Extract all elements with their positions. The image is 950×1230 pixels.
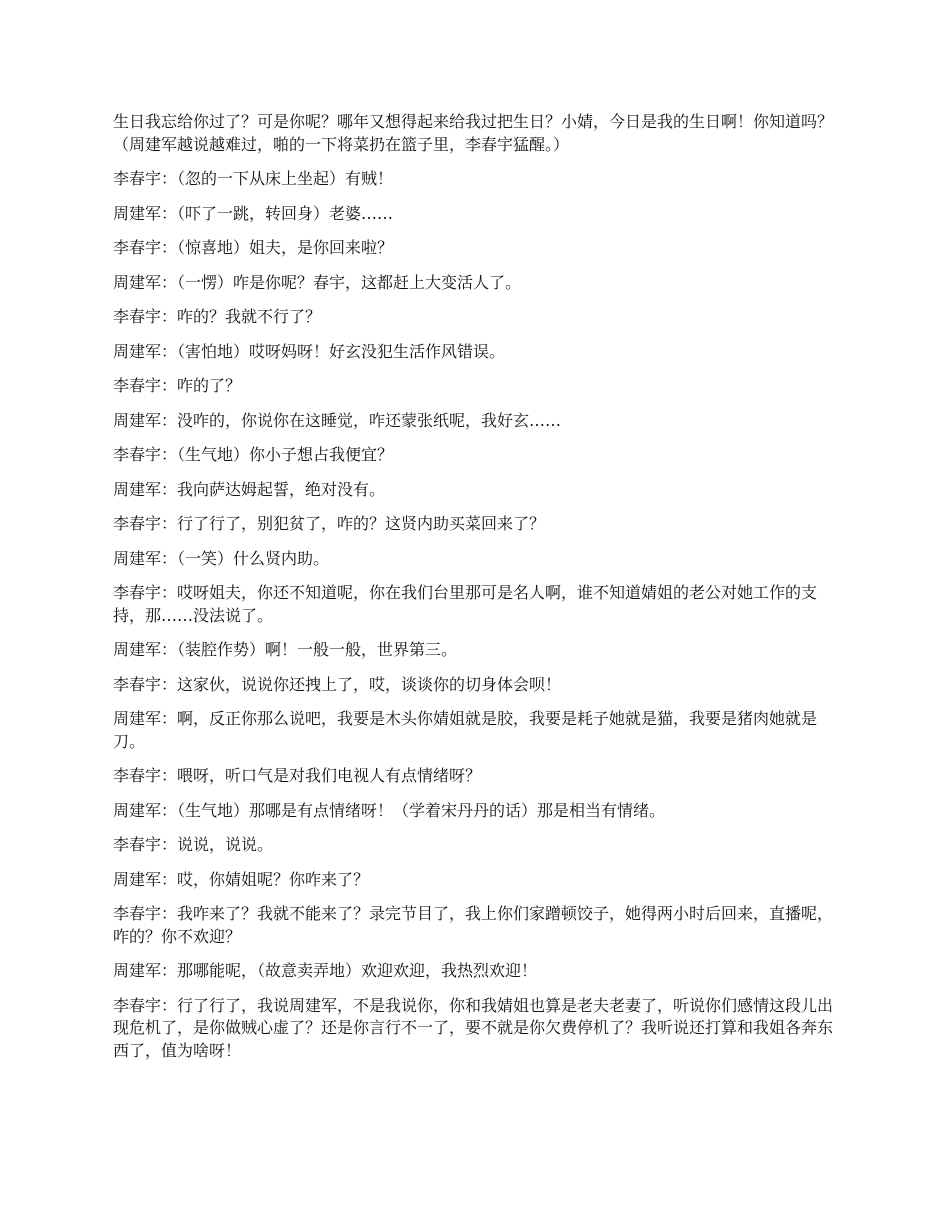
dialogue-line: 李春宇：行了行了，我说周建军，不是我说你，你和我婧姐也算是老夫老妻了，听说你们感情这段儿出现危机了，是你做贼心虚了？还是你言行不一了，要不就是你欠费停机了？我听说还打算和我姐各奔东西了，值为啥呀！ <box>113 995 834 1060</box>
script-dialogue <box>113 111 843 1074</box>
dialogue-line: 李春宇：行了行了，别犯贫了，咋的？这贤内助买菜回来了？ <box>113 514 546 533</box>
dialogue-line: 李春宇：（惊喜地）姐夫，是你回来啦？ <box>113 238 394 257</box>
dialogue-line: 周建军：（一笑）什么贤内助。 <box>113 548 330 568</box>
dialogue-line: 周建军：没咋的，你说你在这睡觉，咋还蒙张纸呢，我好玄…… <box>113 410 562 430</box>
dialogue-line: 李春宇：这家伙，说说你还拽上了，哎，谈谈你的切身体会呗！ <box>113 674 562 694</box>
dialogue-line: 周建军：（装腔作势）啊！一般一般，世界第三。 <box>113 640 458 659</box>
dialogue-line: 李春宇：喂呀，听口气是对我们电视人有点情绪呀？ <box>113 766 482 785</box>
dialogue-line: 周建军：（一愣）咋是你呢？春宇，这都赶上大变活人了。 <box>113 272 522 292</box>
dialogue-line: 李春宇：咋的了？ <box>113 376 242 395</box>
dialogue-line: 李春宇：我咋来了？我就不能来了？录完节目了，我上你们家蹭顿饺子，她得两小时后回来，直播呢，咋的？你不欢迎？ <box>113 904 834 946</box>
dialogue-line: 李春宇：说说，说说。 <box>113 835 274 854</box>
dialogue-line: 周建军：（生气地）那哪是有点情绪呀！（学着宋丹丹的话）那是相当有情绪。 <box>113 800 666 820</box>
dialogue-line: 李春宇：（忽的一下从床上坐起）有贼！ <box>113 169 394 188</box>
dialogue-line: 周建军：啊，反正你那么说吧，我要是木头你婧姐就是胶，我要是耗子她就是猫，我要是猪肉她就是刀。 <box>113 709 818 751</box>
dialogue-line: 周建军：那哪能呢，（故意卖弄地）欢迎欢迎，我热烈欢迎！ <box>113 961 538 980</box>
dialogue-line: 周建军：（害怕地）哎呀妈呀！好玄没犯生活作风错误。 <box>113 341 506 361</box>
dialogue-line: 周建军：哎，你婧姐呢？你咋来了？ <box>113 869 370 889</box>
dialogue-line: 李春宇：（生气地）你小子想占我便宜？ <box>113 445 394 464</box>
dialogue-line: 周建军：（吓了一跳，转回身）老婆…… <box>113 203 394 223</box>
dialogue-line: 周建军：我向萨达姆起誓，绝对没有。 <box>113 479 386 499</box>
dialogue-line: 李春宇：咋的？我就不行了？ <box>113 307 322 326</box>
dialogue-line: 李春宇：哎呀姐夫，你还不知道呢，你在我们台里那可是名人啊，谁不知道婧姐的老公对她工作的支持，那……没法说了。 <box>113 583 818 625</box>
paragraph-narration: 生日我忘给你过了？可是你呢？哪年又想得起来给我过把生日？小婧，今日是我的生日啊！你知道吗？（周建军越说越难过，啪的一下将菜扔在篮子里，李春宇猛醒。） <box>113 112 834 154</box>
